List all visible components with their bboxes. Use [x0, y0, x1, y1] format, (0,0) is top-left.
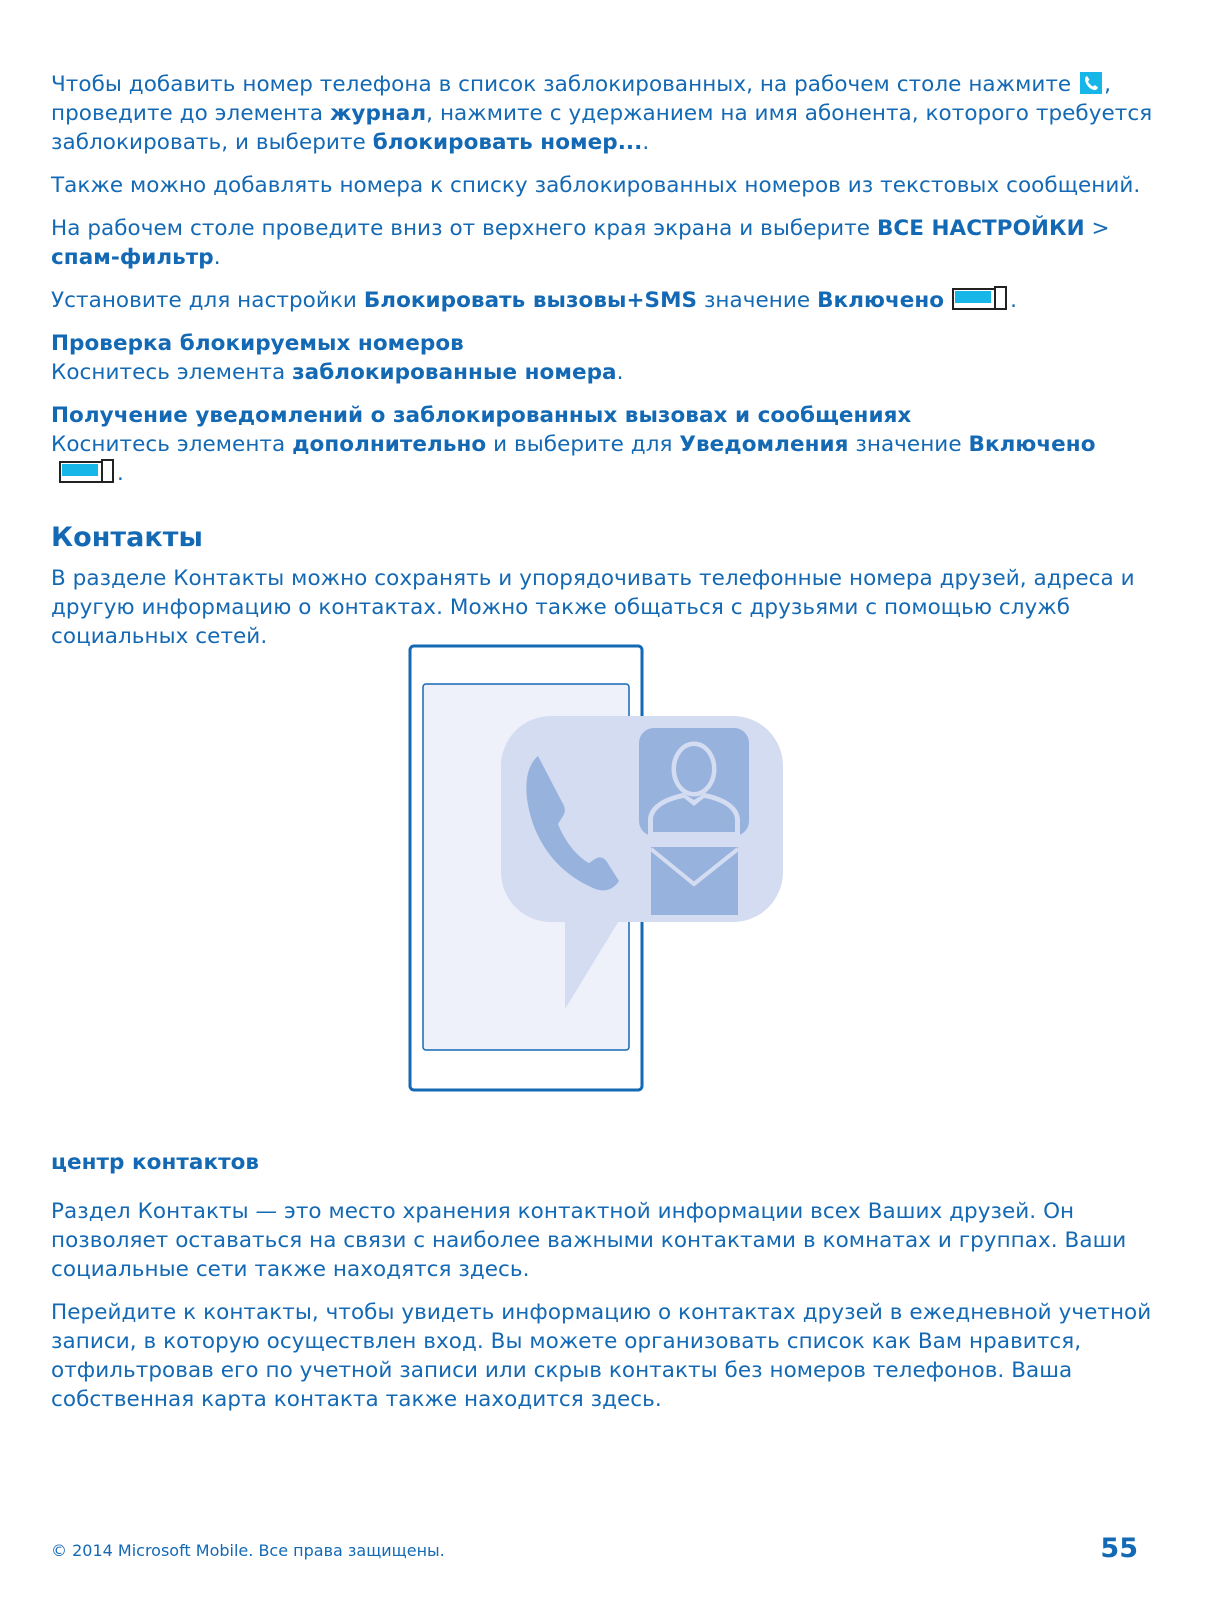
footer-copyright: © 2014 Microsoft Mobile. Все права защищены.	[51, 1541, 445, 1560]
paragraph-contacts-center-2: Перейдите к контакты, чтобы увидеть информацию о контактах друзей в ежедневной учетной записи, в которую осуществлен вход. Вы можете организовать список как Вам нравится, отфильтровав его по учетной записи или скрыв контакты без номеров телефонов. Ваша собственная карта контакта также находится здесь.	[51, 1300, 1152, 1412]
phone-icon	[1080, 72, 1102, 94]
paragraph-contacts-center-1: Раздел Контакты — это место хранения контактной информации всех Ваших друзей. Он позволяет оставаться на связи с наиболее важными контактами в комнатах и группах. Ваши социальные сети также находятся здесь.	[51, 1199, 1127, 1282]
paragraph-settings-path: На рабочем столе проведите вниз от верхнего края экрана и выберите ВСЕ НАСТРОЙКИ > спам-фильтр.	[51, 216, 1110, 270]
contacts-illustration	[408, 644, 788, 1094]
toggle-on-icon	[59, 461, 115, 483]
page-content	[51, 70, 1161, 651]
paragraph-enable-blocking: Установите для настройки Блокировать вызовы+SMS значение Включено .	[51, 288, 1017, 313]
subheading-check-blocked: Проверка блокируемых номеров	[51, 331, 464, 356]
subheading-notifications: Получение уведомлений о заблокированных вызовах и сообщениях	[51, 403, 912, 428]
avatar-icon	[639, 728, 749, 836]
paragraph-add-blocked: Чтобы добавить номер телефона в список заблокированных, на рабочем столе нажмите , проведите до элемента журнал, нажмите с удержанием на имя абонента, которого требуется заблокировать, и выберите блокировать номер....	[51, 72, 1153, 155]
envelope-icon	[651, 847, 738, 915]
paragraph-contacts-intro: В разделе Контакты можно сохранять и упорядочивать телефонные номера друзей, адреса и другую информацию о контактах. Можно также общаться с друзьями с помощью служб социальных сетей.	[51, 566, 1135, 649]
section-heading-contacts: Контакты	[51, 522, 203, 553]
subheading-contacts-center: центр контактов	[51, 1150, 260, 1175]
paragraph-from-sms: Также можно добавлять номера к списку заблокированных номеров из текстовых сообщений.	[51, 173, 1141, 198]
toggle-on-icon	[952, 288, 1008, 310]
paragraph-notifications: Коснитесь элемента дополнительно и выберите для Уведомления значение Включено .	[51, 432, 1096, 486]
page-number: 55	[1100, 1533, 1138, 1564]
paragraph-check-blocked: Коснитесь элемента заблокированные номера.	[51, 360, 624, 385]
contacts-center-section	[51, 1148, 1161, 1414]
